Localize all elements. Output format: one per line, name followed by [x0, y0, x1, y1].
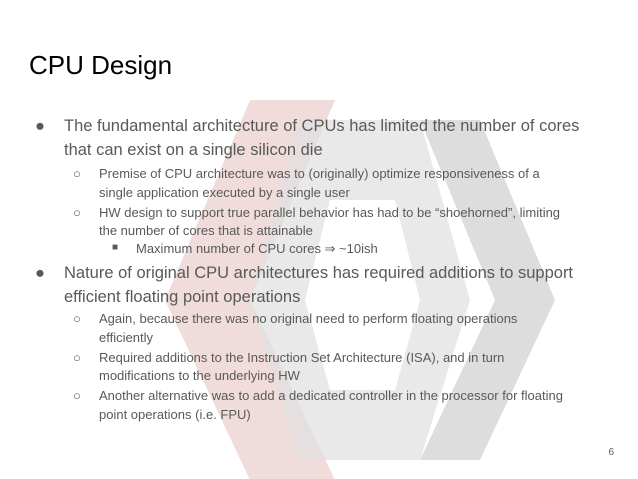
item-6-line-0: Required additions to the Instruction Set Architecture (ISA), and in turn — [99, 350, 505, 365]
bullet-l3-icon: ■ — [112, 242, 119, 253]
page-number: 6 — [608, 447, 614, 458]
slide-title: CPU Design — [29, 50, 173, 80]
item-2-line-1: the number of cores that is attainable — [99, 223, 313, 238]
item-1-line-1: single application executed by a single user — [99, 185, 350, 200]
bullet-l1-icon: ● — [35, 117, 45, 135]
item-7-line-1: point operations (i.e. FPU) — [99, 407, 251, 422]
item-0-line-1: that can exist on a single silicon die — [64, 141, 323, 159]
bullet-l2-icon: ○ — [73, 350, 81, 365]
item-6-line-1: modifications to the underlying HW — [99, 368, 300, 383]
bullet-l2-icon: ○ — [73, 388, 81, 403]
bullet-l2-icon: ○ — [73, 205, 81, 220]
item-4-line-1: efficient floating point operations — [64, 288, 301, 306]
item-1-line-0: Premise of CPU architecture was to (originally) optimize responsiveness of a — [99, 166, 540, 181]
item-7-line-0: Another alternative was to add a dedicated controller in the processor for floating — [99, 388, 563, 403]
bullet-l2-icon: ○ — [73, 311, 81, 326]
item-5-line-0: Again, because there was no original need to perform floating operations — [99, 311, 518, 326]
item-5-line-1: efficiently — [99, 330, 153, 345]
item-4-line-0: Nature of original CPU architectures has required additions to support — [64, 264, 574, 282]
item-0-line-0: The fundamental architecture of CPUs has limited the number of cores — [64, 117, 580, 135]
bullet-l1-icon: ● — [35, 264, 45, 282]
item-3-line-0: Maximum number of CPU cores ⇒ ~10ish — [136, 241, 378, 256]
item-2-line-0: HW design to support true parallel behavior has had to be “shoehorned”, limiting — [99, 205, 561, 220]
bullet-l2-icon: ○ — [73, 166, 81, 181]
